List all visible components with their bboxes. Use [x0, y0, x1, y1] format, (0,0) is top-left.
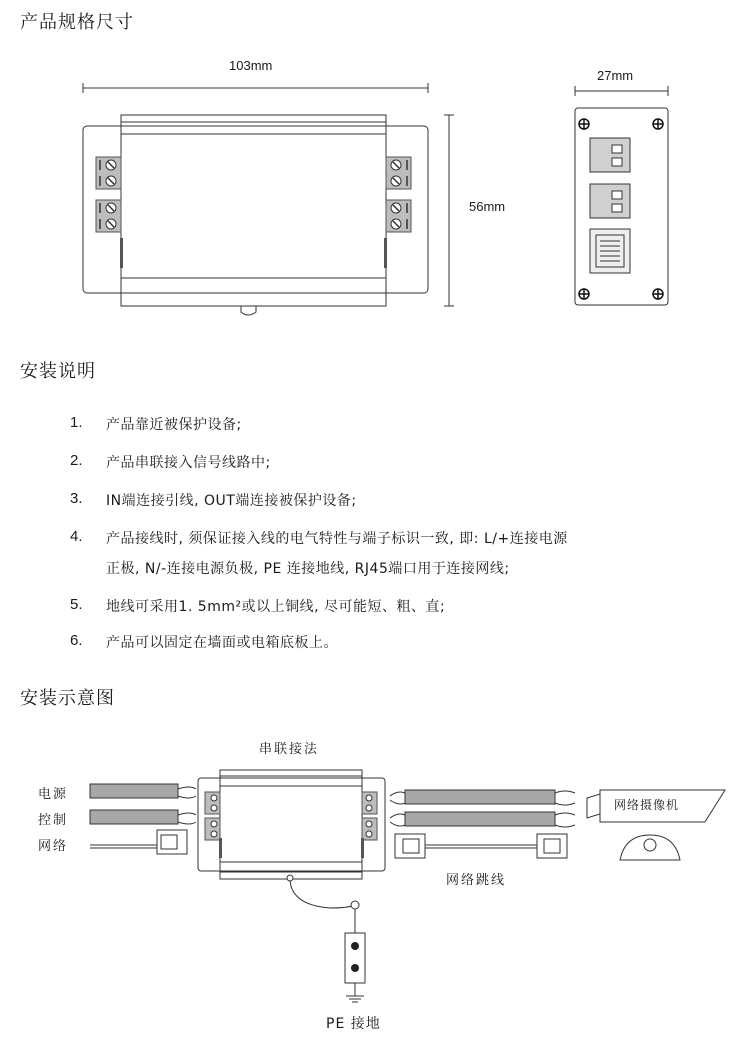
- ground-label: PE 接地: [326, 1016, 381, 1032]
- series-connection-title: 串联接法: [259, 742, 320, 757]
- depth-dimension: 27mm: [597, 68, 634, 83]
- width-dimension: 103mm: [229, 58, 273, 73]
- list-item-number: 4.: [70, 528, 83, 545]
- list-item-number: 1.: [70, 414, 83, 431]
- list-item-text: 地线可采用1. 5mm²或以上铜线, 尽可能短、粗、直;: [106, 599, 446, 615]
- list-item-text: 产品串联接入信号线路中;: [106, 455, 271, 471]
- camera-label: 网络摄像机: [614, 798, 680, 812]
- list-item-text: IN端连接引线, OUT端连接被保护设备;: [106, 493, 357, 509]
- size-heading: 产品规格尺寸: [20, 12, 134, 33]
- list-item-text: 产品可以固定在墙面或电箱底板上。: [106, 635, 338, 651]
- list-item-text: 正极, N/-连接电源负极, PE 连接地线, RJ45端口用于连接网线;: [106, 561, 510, 577]
- diagram-heading: 安装示意图: [20, 688, 115, 709]
- list-item-number: 2.: [70, 452, 83, 469]
- jumper-label: 网络跳线: [446, 873, 507, 888]
- list-item-number: 5.: [70, 596, 83, 613]
- install-heading: 安装说明: [20, 361, 96, 382]
- list-item-text: 产品接线时, 须保证接入线的电气特性与端子标识一致, 即: L/+连接电源: [106, 531, 568, 547]
- control-label: 控制: [38, 813, 69, 828]
- list-item-number: 6.: [70, 632, 83, 649]
- network-label: 网络: [38, 839, 69, 854]
- power-label: 电源: [38, 787, 69, 802]
- list-item-text: 产品靠近被保护设备;: [106, 417, 242, 433]
- height-dimension: 56mm: [469, 199, 506, 214]
- list-item-number: 3.: [70, 490, 83, 507]
